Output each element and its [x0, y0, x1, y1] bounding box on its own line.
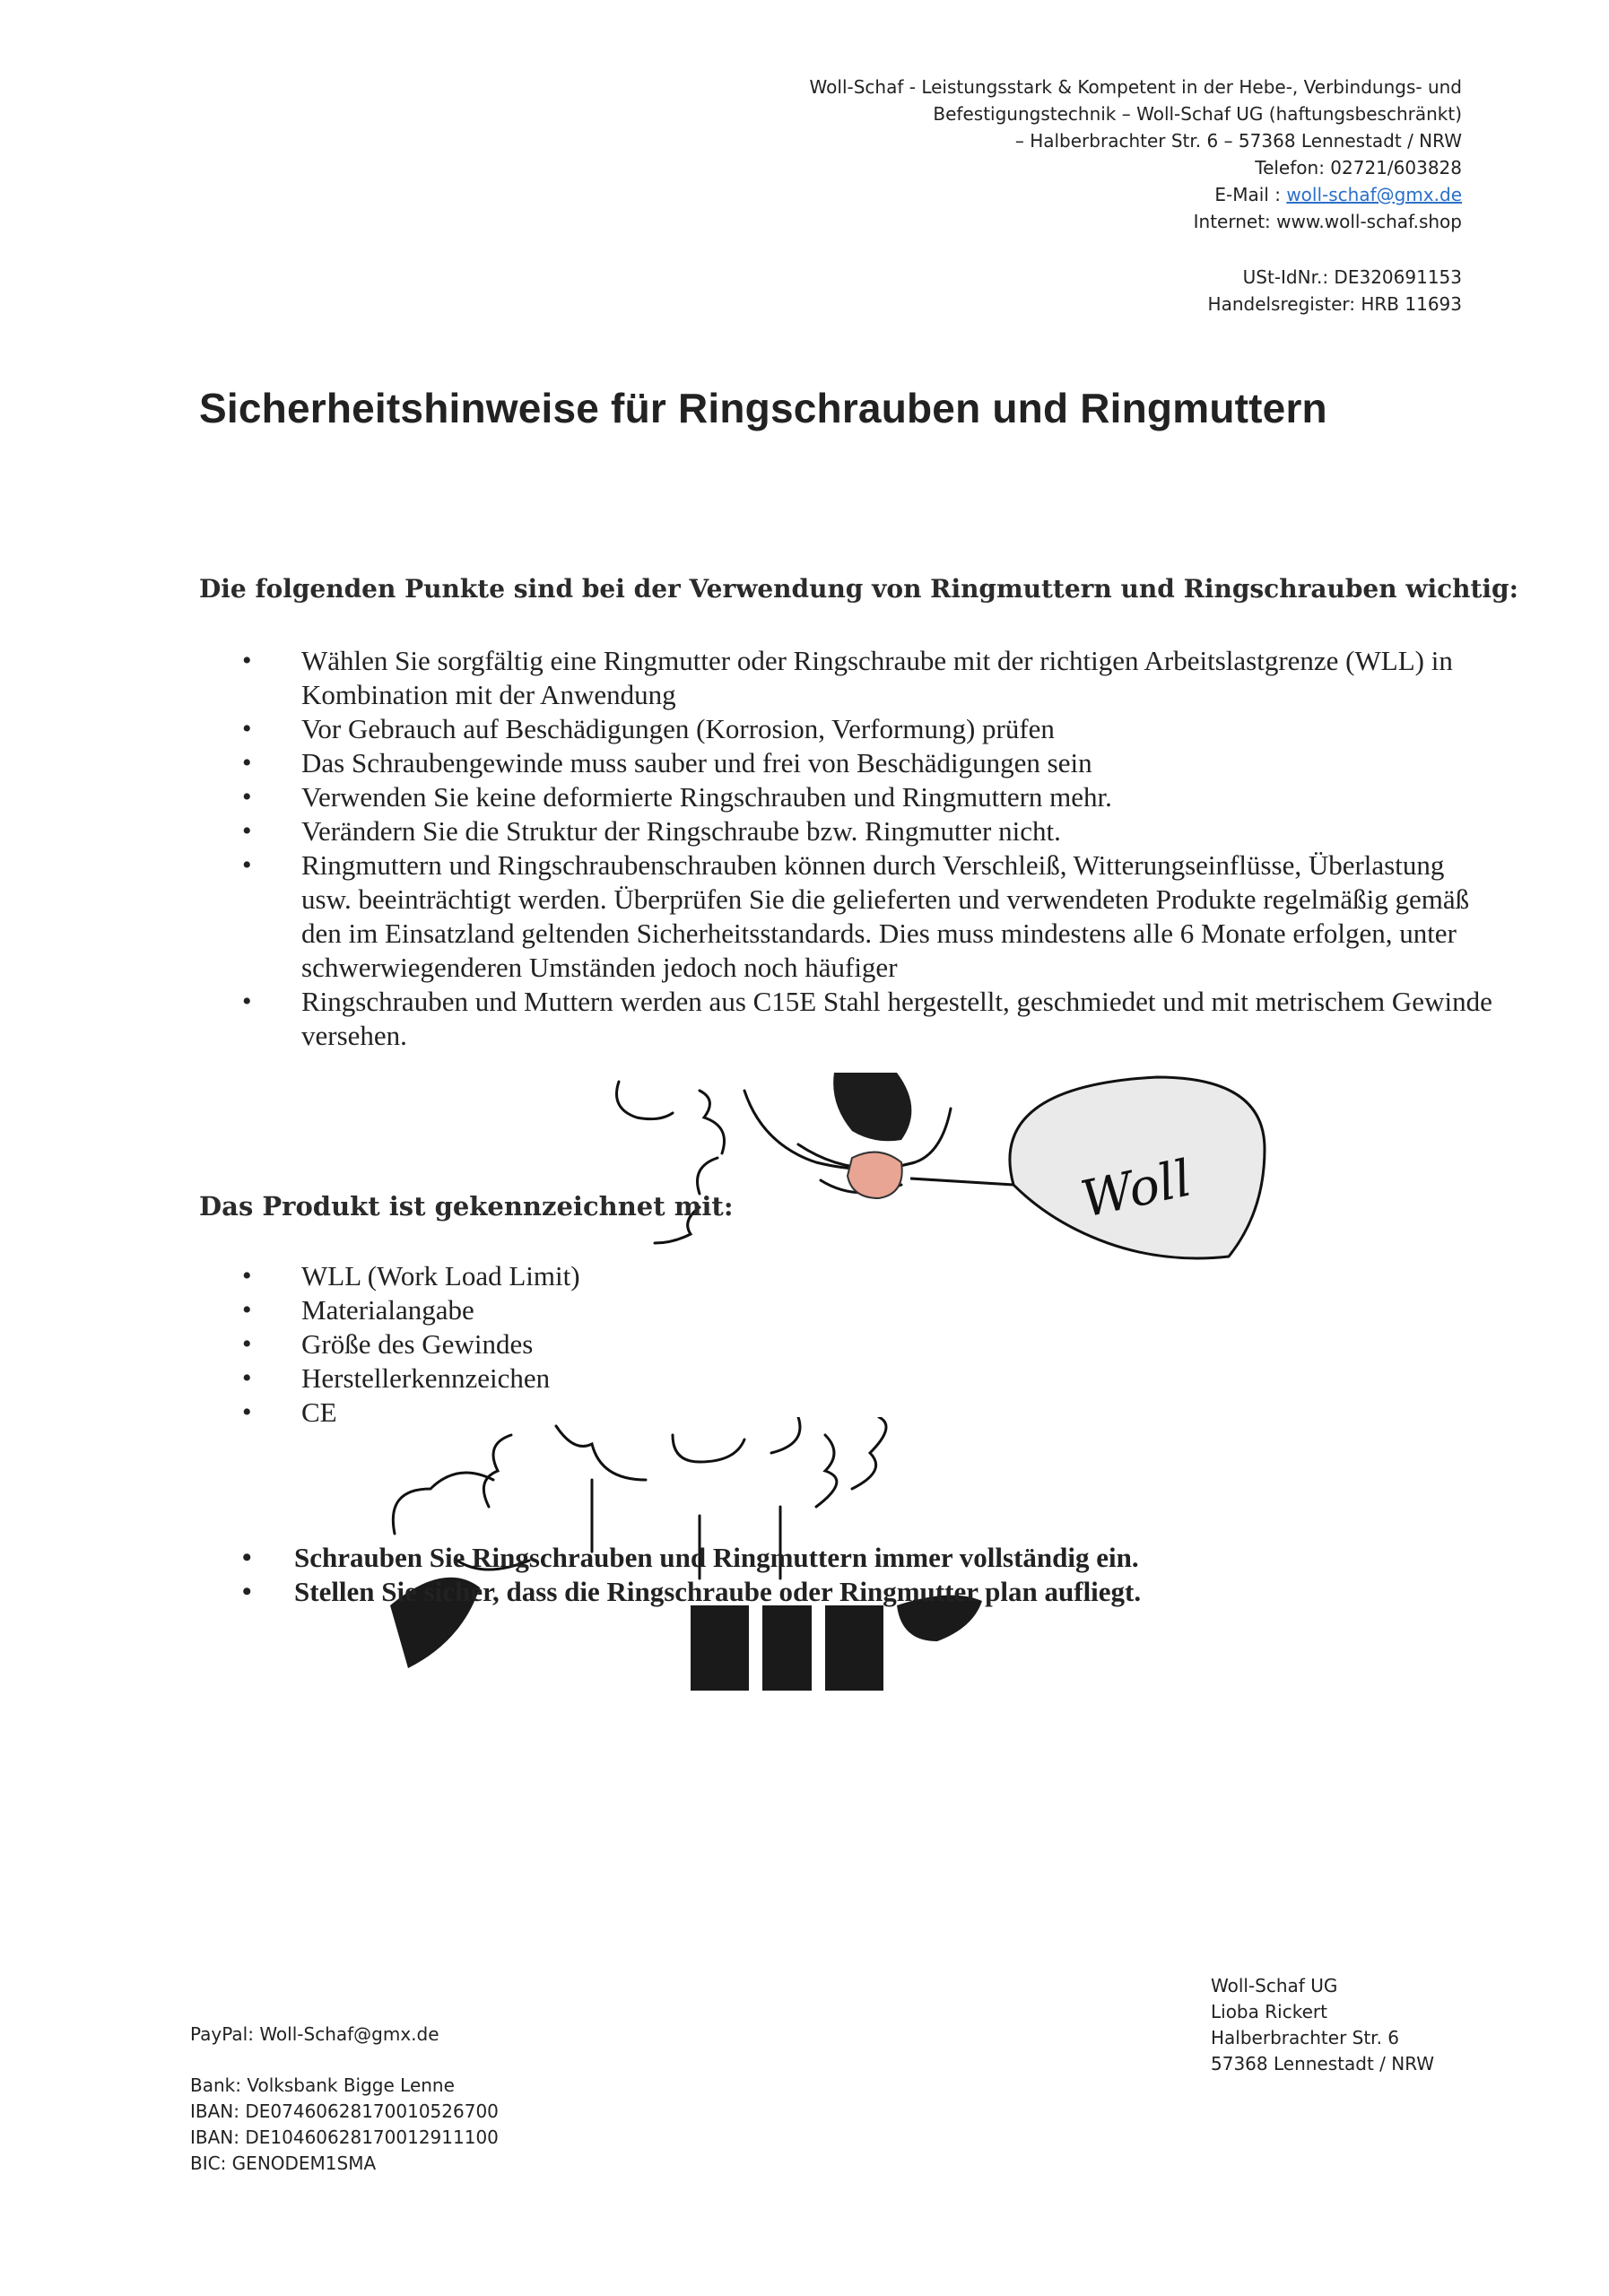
wool-curl [698, 1158, 718, 1194]
sheep-leg [762, 1605, 812, 1691]
paypal-link[interactable]: Woll-Schaf@gmx.de [259, 2023, 439, 2045]
wool-curl [700, 1091, 725, 1153]
letterhead [655, 74, 1462, 317]
email-link[interactable]: woll-schaf@gmx.de [1286, 184, 1462, 205]
company-name: Woll-Schaf UG [1211, 1975, 1338, 1996]
letterhead-line: Woll-Schaf - Leistungsstark & Kompetent in der Hebe-, Verbindungs- und [809, 76, 1462, 98]
trade-register: Handelsregister: HRB 11693 [1207, 293, 1462, 315]
sheep-leg [825, 1605, 883, 1691]
list-item: • Ringschrauben und Muttern werden aus C15E Stahl hergestellt, geschmiedet und mit metrischem Gewinde versehen. [242, 985, 1498, 1053]
sheep-tongue [848, 1152, 902, 1198]
list-item: • Ringmuttern und Ringschraubenschrauben können durch Verschleiß, Witterungseinflüsse, Überlastung usw. beeinträchtigt werden. Überprüfen Sie die gelieferten und verwendeten Produkte regelmäßig gemäß den im Einsatzland geltenden Sicherheitsstandards. Dies muss mindestens alle 6 Monate erfolgen, unter schwerwiegenderen Umständen jedoch noch häufiger [242, 848, 1498, 985]
iban: IBAN: DE10460628170012911100 [190, 2126, 499, 2148]
safety-points-list [242, 644, 1498, 1053]
wool-curl [852, 1417, 886, 1489]
wool-curl [771, 1417, 800, 1453]
list-item: • Schrauben Sie Ringschrauben und Ringmuttern immer vollständig ein. [242, 1541, 1318, 1575]
intro-heading: Die folgenden Punkte sind bei der Verwendung von Ringmuttern und Ringschrauben wichtig: [199, 574, 1518, 604]
paypal-label: PayPal: [190, 2023, 260, 2045]
marked-heading: Das Produkt ist gekennzeichnet mit: [199, 1191, 734, 1222]
paypal-line [190, 2022, 499, 2048]
list-item: • Wählen Sie sorgfältig eine Ringmutter oder Ringschraube mit der richtigen Arbeitslastgrenze (WLL) in Kombination mit der Anwendung [242, 644, 1498, 712]
internet-line: Internet: www.woll-schaf.shop [1193, 211, 1462, 232]
street: Halberbrachter Str. 6 [1211, 2027, 1400, 2048]
wool-curl [556, 1426, 646, 1480]
phone-line: Telefon: 02721/603828 [1255, 157, 1462, 178]
bic: BIC: GENODEM1SMA [190, 2152, 377, 2174]
vat-id: USt-IdNr.: DE320691153 [1242, 266, 1462, 288]
list-item: • Vor Gebrauch auf Beschädigungen (Korrosion, Verformung) prüfen [242, 712, 1498, 746]
list-item: • Herstellerkennzeichen [242, 1361, 870, 1396]
sheep-nose [833, 1073, 911, 1141]
iban: IBAN: DE07460628170010526700 [190, 2100, 499, 2122]
speech-bubble-tail [910, 1178, 1013, 1185]
sheep-leg [691, 1605, 749, 1691]
list-item: • Größe des Gewindes [242, 1327, 870, 1361]
wool-curl [617, 1082, 674, 1119]
email-label: E-Mail : [1214, 184, 1287, 205]
page-title: Sicherheitshinweise für Ringschrauben und Ringmuttern [199, 385, 1327, 431]
list-item: • Stellen Sie sicher, dass die Ringschraube oder Ringmutter plan aufliegt. [242, 1575, 1318, 1609]
wool-curl [816, 1435, 837, 1507]
list-item: • Materialangabe [242, 1293, 870, 1327]
speech-bubble-logo: Woll [1075, 1149, 1196, 1230]
wool-curl [393, 1473, 493, 1534]
list-item: • WLL (Work Load Limit) [242, 1259, 870, 1293]
letterhead-line: Befestigungstechnik – Woll-Schaf UG (haftungsbeschränkt) [933, 103, 1462, 125]
list-item: • CE [242, 1396, 870, 1430]
wool-curl [673, 1435, 744, 1462]
final-instructions-list [242, 1541, 1318, 1609]
company-address [1211, 1973, 1434, 2077]
list-item: • Das Schraubengewinde muss sauber und frei von Beschädigungen sein [242, 746, 1498, 780]
marking-list [242, 1259, 870, 1430]
list-item: • Verändern Sie die Struktur der Ringschraube bzw. Ringmutter nicht. [242, 814, 1498, 848]
city: 57368 Lennestadt / NRW [1211, 2053, 1435, 2074]
contact-person: Lioba Rickert [1211, 2001, 1327, 2022]
wool-curl [483, 1435, 511, 1507]
payment-info [190, 2022, 499, 2177]
email-line [655, 181, 1462, 208]
letterhead-line: – Halberbrachter Str. 6 – 57368 Lennestadt / NRW [1014, 130, 1462, 152]
list-item: • Verwenden Sie keine deformierte Ringschrauben und Ringmuttern mehr. [242, 780, 1498, 814]
sheep-head-illustration [592, 1073, 1426, 1270]
bank-name: Bank: Volksbank Bigge Lenne [190, 2074, 455, 2096]
